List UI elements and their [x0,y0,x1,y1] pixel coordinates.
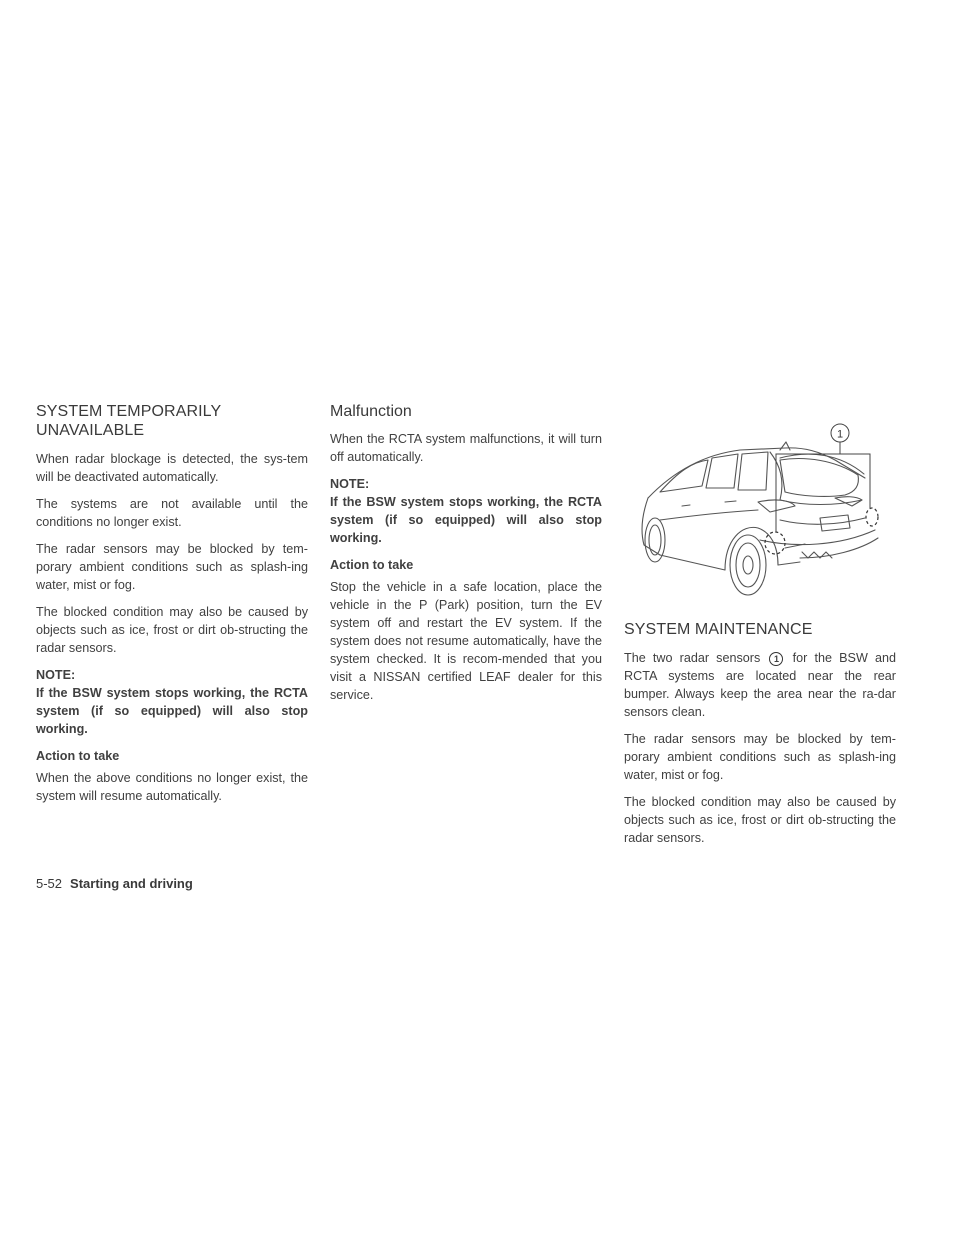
paragraph: The blocked condition may also be caused by objects such as ice, frost or dirt ob-structing the radar sensors. [36,605,308,655]
car-rear-radar-illustration-icon [630,420,900,600]
title-line-1: SYSTEM TEMPORARILY [36,403,222,420]
action-label: Action to take [36,749,120,763]
note-text: If the BSW system stops working, the RCTA system (if so equipped) will also stop working. [330,495,602,545]
column-middle [330,402,602,713]
page-footer [36,876,193,891]
section-title-malfunction: Malfunction [330,403,412,420]
action-text: When the above conditions no longer exist, the system will resume automatically. [36,771,308,803]
column-right [624,620,896,856]
text-run: for the BSW and RCTA systems are located near the rear bumper. Always keep the area near the ra-dar sensors clean. [624,651,897,719]
page-number: 5-52 [36,876,63,891]
paragraph: The blocked condition may also be caused by objects such as ice, frost or dirt ob-structing the radar sensors. [624,795,896,845]
section-title-temporarily-unavailable [36,402,308,440]
paragraph: When the RCTA system malfunctions, it will turn off automatically. [330,432,602,464]
text-run: The two radar sensors [624,651,761,665]
column-left [36,402,308,814]
radar-sensor-right-marker [866,508,878,526]
paragraph: The systems are not available until the conditions no longer exist. [36,497,308,529]
section-title-system-maintenance: SYSTEM MAINTENANCE [624,621,813,638]
action-label: Action to take [330,558,414,572]
callout-number: 1 [836,428,844,441]
paragraph: When radar blockage is detected, the sys-tem will be deactivated automatically. [36,452,308,484]
note-label: NOTE: [330,477,370,491]
paragraph [624,649,896,721]
paragraph: The radar sensors may be blocked by tem-porary ambient conditions such as splash-ing water, mist or fog. [36,542,308,592]
car-rear-radar-figure [630,420,900,600]
section-name: Starting and driving [70,876,193,891]
paragraph: The radar sensors may be blocked by tem-porary ambient conditions such as splash-ing water, mist or fog. [624,732,896,782]
note-label: NOTE: [36,668,76,682]
title-line-2: UNAVAILABLE [36,422,145,439]
action-text: Stop the vehicle in a safe location, place the vehicle in the P (Park) position, turn the EV system off and restart the EV system. If the system does not resume automatically, have the system checked. It is recom-mended that you visit a NISSAN certified LEAF dealer for this service. [330,580,602,702]
note-text: If the BSW system stops working, the RCTA system (if so equipped) will also stop working. [36,686,308,736]
callout-marker: 1 [769,652,783,666]
